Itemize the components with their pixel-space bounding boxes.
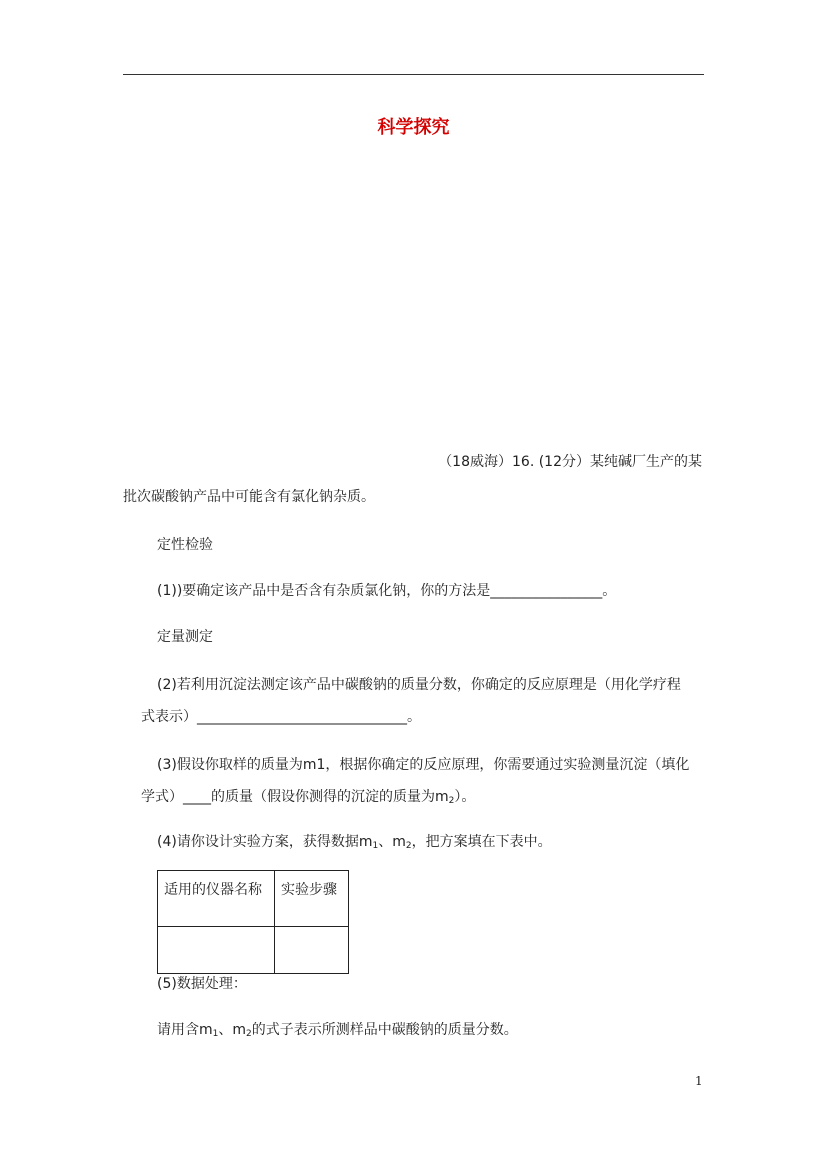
header-instruments: 适用的仪器名称 <box>158 871 275 927</box>
header-steps: 实验步骤 <box>275 871 349 927</box>
cell-steps[interactable] <box>275 927 349 974</box>
q5-text-b: 、m <box>218 1022 247 1038</box>
table-header-row <box>158 871 349 927</box>
page-title: 科学探究 <box>377 117 450 138</box>
q3-text-b: ）。 <box>454 789 476 805</box>
question-3-line-2 <box>141 787 475 811</box>
q5-subscript-1: 1 <box>212 1029 219 1039</box>
q5-text-a: 请用含m <box>157 1022 213 1038</box>
question-2-line-2: 式表示）______________________________。 <box>141 709 421 725</box>
question-2-line-1: (2)若利用沉淀法测定该产品中碳酸钠的质量分数，你确定的反应原理是（用化学疗程 <box>157 677 681 693</box>
q4-text-b: 、m <box>378 834 406 850</box>
header-rule <box>123 74 704 75</box>
question-5: (5)数据处理： <box>157 976 247 992</box>
q3-text-a: 学式）____的质量（假设你测得的沉淀的质量为m <box>141 789 449 805</box>
q5-text-c: 的式子表示所测样品中碳酸钠的质量分数。 <box>251 1022 518 1038</box>
table-row <box>158 927 349 974</box>
question-heading: （18威海）16. (12分）某纯碱厂生产的某 <box>438 454 702 470</box>
experiment-plan-table <box>157 870 349 974</box>
question-intro: 批次碳酸钠产品中可能含有氯化钠杂质。 <box>123 489 375 505</box>
question-1: (1))要确定该产品中是否含有杂质氯化钠，你的方法是________________。 <box>157 583 617 599</box>
q4-subscript-2: 2 <box>405 841 412 851</box>
question-5-instruction <box>157 1020 518 1044</box>
question-3-line-1: (3)假设你取样的质量为m1，根据你确定的反应原理，你需要通过实验测量沉淀（填化 <box>157 757 690 773</box>
question-4 <box>157 832 552 856</box>
page-number: 1 <box>695 1074 703 1088</box>
q4-text-a: (4)请你设计实验方案，获得数据m <box>157 834 373 850</box>
q4-text-c: ，把方案填在下表中。 <box>411 834 552 850</box>
section-qualitative: 定性检验 <box>157 537 213 553</box>
cell-instruments[interactable] <box>158 927 275 974</box>
q3-subscript: 2 <box>448 796 455 806</box>
q5-subscript-2: 2 <box>246 1029 252 1039</box>
q4-subscript-1: 1 <box>372 841 379 851</box>
section-quantitative: 定量测定 <box>157 629 213 645</box>
